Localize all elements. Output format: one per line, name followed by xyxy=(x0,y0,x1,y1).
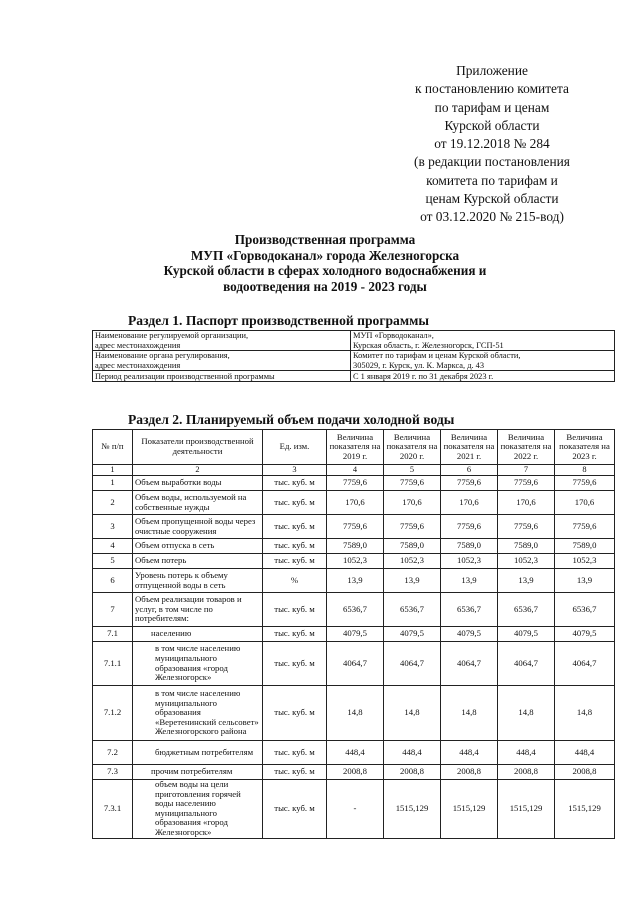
row-value: 7589,0 xyxy=(384,539,441,554)
row-value: 7759,6 xyxy=(555,476,615,491)
row-value: 6536,7 xyxy=(498,593,555,627)
table-row xyxy=(93,642,615,686)
row-value: 14,8 xyxy=(441,686,498,741)
row-value: 2008,8 xyxy=(441,765,498,780)
row-value: 6536,7 xyxy=(384,593,441,627)
row-value: 4079,5 xyxy=(327,627,384,642)
table-row xyxy=(93,476,615,491)
row-number: 6 xyxy=(93,569,133,593)
table-row xyxy=(93,765,615,780)
row-name: Объем пропущенной воды через очистные сооружения xyxy=(133,515,263,539)
passport-row xyxy=(93,331,615,351)
row-value: 7759,6 xyxy=(441,476,498,491)
header-cell: Показатели производственной деятельности xyxy=(133,430,263,465)
row-value: 4064,7 xyxy=(555,642,615,686)
column-number: 3 xyxy=(263,465,327,476)
row-value: 448,4 xyxy=(441,741,498,765)
row-number: 7 xyxy=(93,593,133,627)
row-name: Объем потерь xyxy=(133,554,263,569)
row-value: 2008,8 xyxy=(498,765,555,780)
row-unit: тыс. куб. м xyxy=(263,627,327,642)
row-value: 14,8 xyxy=(327,686,384,741)
appendix-line: Курской области xyxy=(444,117,540,133)
row-value: 448,4 xyxy=(384,741,441,765)
row-value: 1515,129 xyxy=(441,780,498,839)
row-unit: тыс. куб. м xyxy=(263,554,327,569)
passport-value: С 1 января 2019 г. по 31 декабря 2023 г. xyxy=(351,371,615,382)
row-value: 1052,3 xyxy=(498,554,555,569)
column-number: 5 xyxy=(384,465,441,476)
column-number: 2 xyxy=(133,465,263,476)
row-value: 7759,6 xyxy=(555,515,615,539)
row-name: населению xyxy=(133,627,263,642)
passport-label: Период реализации производственной программы xyxy=(93,371,351,382)
row-value: 2008,8 xyxy=(384,765,441,780)
appendix-line: (в редакции постановления xyxy=(414,154,570,170)
appendix-line: Приложение xyxy=(456,63,528,78)
row-value: 7759,6 xyxy=(384,515,441,539)
row-number: 1 xyxy=(93,476,133,491)
column-number-row xyxy=(93,465,615,476)
row-value: - xyxy=(327,780,384,839)
row-value: 7759,6 xyxy=(327,515,384,539)
row-value: 448,4 xyxy=(555,741,615,765)
row-unit: тыс. куб. м xyxy=(263,642,327,686)
row-value: 170,6 xyxy=(555,491,615,515)
row-value: 1515,129 xyxy=(384,780,441,839)
passport-row xyxy=(93,371,615,382)
header-cell: Величина показателя на 2019 г. xyxy=(327,430,384,465)
row-value: 1515,129 xyxy=(498,780,555,839)
appendix-line: по тарифам и ценам xyxy=(434,99,550,115)
row-value: 7589,0 xyxy=(327,539,384,554)
row-name: в том числе населению муниципального образования «город Железногорск» xyxy=(133,642,263,686)
row-value: 7759,6 xyxy=(327,476,384,491)
row-unit: тыс. куб. м xyxy=(263,491,327,515)
table-row xyxy=(93,554,615,569)
row-value: 7589,0 xyxy=(498,539,555,554)
row-unit: тыс. куб. м xyxy=(263,780,327,839)
row-value: 1052,3 xyxy=(555,554,615,569)
row-value: 4079,5 xyxy=(498,627,555,642)
table-row xyxy=(93,593,615,627)
row-value: 7759,6 xyxy=(441,515,498,539)
row-name: Уровень потерь к объему отпущенной воды в сеть xyxy=(133,569,263,593)
table-row xyxy=(93,686,615,741)
column-number: 6 xyxy=(441,465,498,476)
row-value: 7759,6 xyxy=(384,476,441,491)
row-value: 170,6 xyxy=(498,491,555,515)
row-unit: тыс. куб. м xyxy=(263,539,327,554)
appendix-line: от 19.12.2018 № 284 xyxy=(434,136,550,152)
row-number: 7.3.1 xyxy=(93,780,133,839)
row-value: 7759,6 xyxy=(498,476,555,491)
row-value: 14,8 xyxy=(384,686,441,741)
row-value: 7589,0 xyxy=(441,539,498,554)
column-number: 1 xyxy=(93,465,133,476)
row-number: 3 xyxy=(93,515,133,539)
header-cell: Величина показателя на 2021 г. xyxy=(441,430,498,465)
appendix-line: к постановлению комитета xyxy=(415,81,569,97)
row-value: 7759,6 xyxy=(498,515,555,539)
row-value: 7589,0 xyxy=(555,539,615,554)
row-number: 7.1.2 xyxy=(93,686,133,741)
row-value: 170,6 xyxy=(441,491,498,515)
row-unit: тыс. куб. м xyxy=(263,593,327,627)
row-value: 1052,3 xyxy=(384,554,441,569)
row-value: 13,9 xyxy=(555,569,615,593)
row-value: 13,9 xyxy=(498,569,555,593)
row-value: 1052,3 xyxy=(327,554,384,569)
row-number: 7.2 xyxy=(93,741,133,765)
row-unit: % xyxy=(263,569,327,593)
appendix-line: от 03.12.2020 № 215-вод) xyxy=(420,209,564,225)
row-value: 448,4 xyxy=(498,741,555,765)
row-value: 1515,129 xyxy=(555,780,615,839)
header-cell: Величина показателя на 2022 г. xyxy=(498,430,555,465)
column-number: 7 xyxy=(498,465,555,476)
table-body xyxy=(93,430,615,839)
row-name: Объем отпуска в сеть xyxy=(133,539,263,554)
row-name: в том числе населению муниципального образования «Веретенинский сельсовет» Железногорского района xyxy=(133,686,263,741)
row-number: 7.1 xyxy=(93,627,133,642)
row-value: 6536,7 xyxy=(441,593,498,627)
row-value: 14,8 xyxy=(498,686,555,741)
row-number: 7.3 xyxy=(93,765,133,780)
header-cell: Величина показателя на 2023 г. xyxy=(555,430,615,465)
passport-row xyxy=(93,351,615,371)
passport-value: МУП «Горводоканал», Курская область, г. Железногорск, ГСП-51 xyxy=(351,331,615,351)
water-volume-table xyxy=(92,429,615,839)
row-value: 4064,7 xyxy=(498,642,555,686)
section1-heading: Раздел 1. Паспорт производственной программы xyxy=(128,313,429,328)
row-unit: тыс. куб. м xyxy=(263,515,327,539)
row-value: 2008,8 xyxy=(555,765,615,780)
appendix-note xyxy=(388,62,596,227)
title-line: Курской области в сферах холодного водоснабжения и xyxy=(163,263,487,278)
row-value: 13,9 xyxy=(441,569,498,593)
table-header-row xyxy=(93,430,615,465)
row-value: 14,8 xyxy=(555,686,615,741)
row-unit: тыс. куб. м xyxy=(263,765,327,780)
row-value: 4064,7 xyxy=(384,642,441,686)
row-name: объем воды на цели приготовления горячей воды населению муниципального образования «город Железногорск» xyxy=(133,780,263,839)
passport-label: Наименование органа регулирования, адрес местонахождения xyxy=(93,351,351,371)
header-cell: Величина показателя на 2020 г. xyxy=(384,430,441,465)
row-value: 4064,7 xyxy=(441,642,498,686)
title-line: Производственная программа xyxy=(234,232,416,247)
title-line: МУП «Горводоканал» города Железногорска xyxy=(190,247,460,263)
table-row xyxy=(93,780,615,839)
row-value: 13,9 xyxy=(384,569,441,593)
row-value: 1052,3 xyxy=(441,554,498,569)
row-value: 2008,8 xyxy=(327,765,384,780)
row-value: 4079,5 xyxy=(441,627,498,642)
table-row xyxy=(93,515,615,539)
row-value: 6536,7 xyxy=(327,593,384,627)
row-value: 170,6 xyxy=(384,491,441,515)
document-title xyxy=(140,232,510,294)
row-unit: тыс. куб. м xyxy=(263,476,327,491)
table-row xyxy=(93,741,615,765)
row-unit: тыс. куб. м xyxy=(263,686,327,741)
row-name: прочим потребителям xyxy=(133,765,263,780)
table-row xyxy=(93,491,615,515)
table-row xyxy=(93,627,615,642)
appendix-line: комитета по тарифам и xyxy=(426,172,558,188)
row-value: 4079,5 xyxy=(555,627,615,642)
passport-value: Комитет по тарифам и ценам Курской области, 305029, г. Курск, ул. К. Маркса, д. 43 xyxy=(351,351,615,371)
row-name: Объем выработки воды xyxy=(133,476,263,491)
row-value: 4079,5 xyxy=(384,627,441,642)
header-cell: № п/п xyxy=(93,430,133,465)
row-value: 4064,7 xyxy=(327,642,384,686)
row-value: 6536,7 xyxy=(555,593,615,627)
row-number: 5 xyxy=(93,554,133,569)
column-number: 8 xyxy=(555,465,615,476)
table-row xyxy=(93,539,615,554)
row-value: 448,4 xyxy=(327,741,384,765)
row-number: 2 xyxy=(93,491,133,515)
column-number: 4 xyxy=(327,465,384,476)
section2-heading: Раздел 2. Планируемый объем подачи холодной воды xyxy=(128,412,455,427)
passport-label: Наименование регулируемой организации, адрес местонахождения xyxy=(93,331,351,351)
row-number: 4 xyxy=(93,539,133,554)
row-value: 170,6 xyxy=(327,491,384,515)
row-name: Объем реализации товаров и услуг, в том числе по потребителям: xyxy=(133,593,263,627)
row-value: 13,9 xyxy=(327,569,384,593)
title-line: водоотведения на 2019 - 2023 годы xyxy=(223,278,427,294)
header-cell: Ед. изм. xyxy=(263,430,327,465)
row-number: 7.1.1 xyxy=(93,642,133,686)
table-row xyxy=(93,569,615,593)
appendix-line: ценам Курской области xyxy=(425,191,559,207)
row-name: бюджетным потребителям xyxy=(133,741,263,765)
row-unit: тыс. куб. м xyxy=(263,741,327,765)
passport-table xyxy=(92,330,615,382)
row-name: Объем воды, используемой на собственные нужды xyxy=(133,491,263,515)
